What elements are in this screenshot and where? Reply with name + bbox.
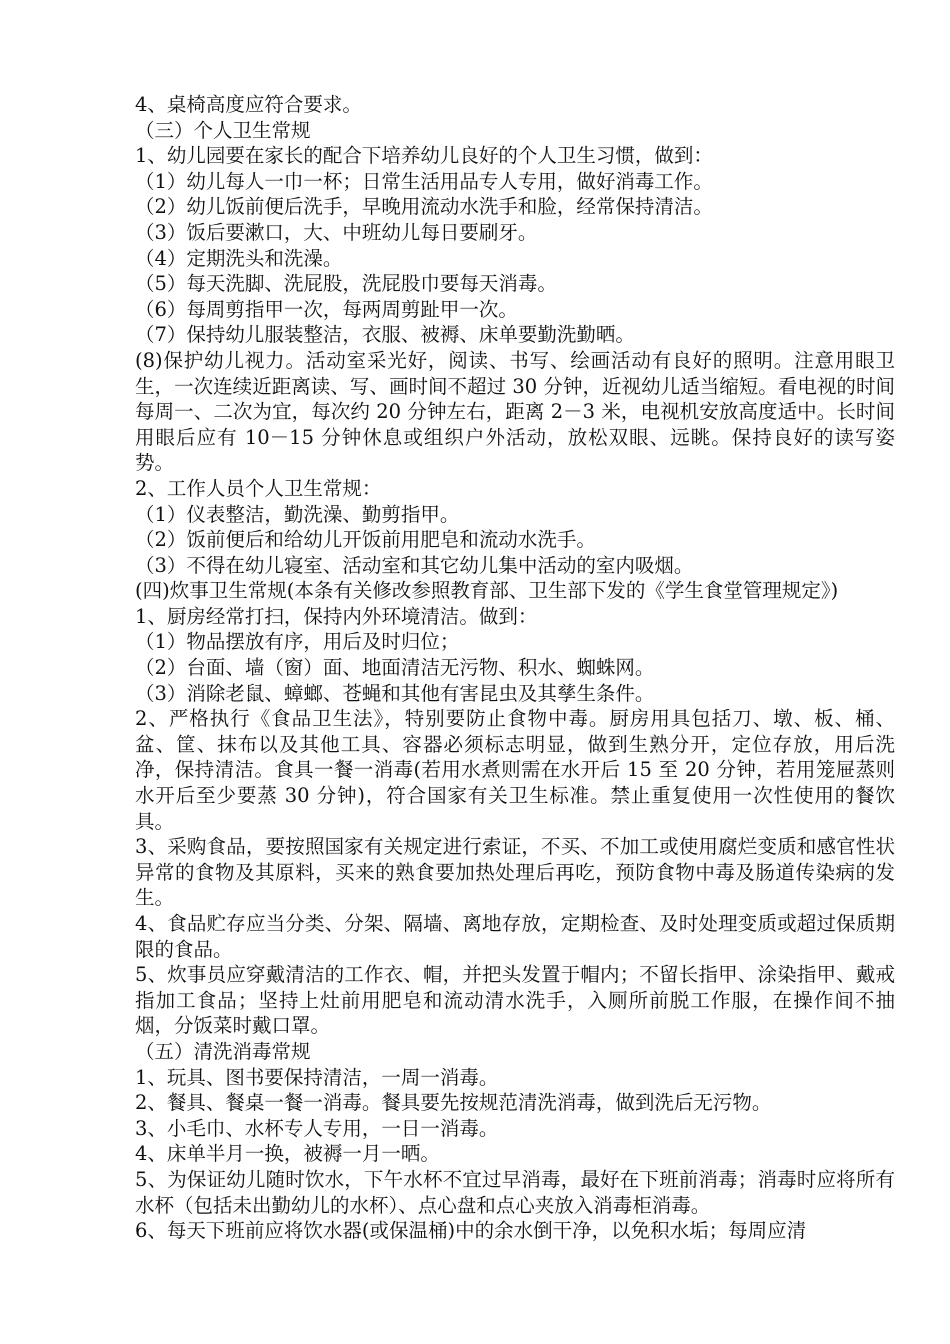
section-heading: （五）清洗消毒常规 <box>135 1039 311 1063</box>
paragraph: 4、床单半月一换，被褥一月一晒。 <box>135 1142 440 1166</box>
list-item: （5）每天洗脚、洗屁股，洗屁股巾要每天消毒。 <box>135 272 557 296</box>
paragraph: 6、每天下班前应将饮水器(或保温桶)中的余水倒干净，以免积水垢；每周应清 <box>135 1219 807 1243</box>
list-item: （1）幼儿每人一巾一杯；日常生活用品专人专用，做好消毒工作。 <box>135 169 713 193</box>
list-item: （6）每周剪指甲一次，每两周剪趾甲一次。 <box>135 297 518 321</box>
section-heading: （三）个人卫生常规 <box>135 118 311 142</box>
list-item: （2）幼儿饭前便后洗手，早晚用流动水洗手和脸，经常保持清洁。 <box>135 195 713 219</box>
list-item: （3）不得在幼儿寝室、活动室和其它幼儿集中活动的室内吸烟。 <box>135 553 694 577</box>
paragraph: 3、小毛巾、水杯专人专用，一日一消毒。 <box>135 1116 499 1140</box>
list-item: （2）饭前便后和给幼儿开饭前用肥皂和流动水洗手。 <box>135 528 596 552</box>
paragraph: 1、厨房经常打扫，保持内外环境清洁。做到： <box>135 604 538 628</box>
list-item: （2）台面、墙（窗）面、地面清洁无污物、积水、蜘蛛网。 <box>135 656 655 680</box>
list-item: （1）物品摆放有序，用后及时归位； <box>135 630 460 654</box>
list-item: （3）饭后要漱口，大、中班幼儿每日要刷牙。 <box>135 220 538 244</box>
list-item: （7）保持幼儿服装整洁，衣服、被褥、床单要勤洗勤晒。 <box>135 323 635 347</box>
section-heading: (四)炊事卫生常规(本条有关修改参照教育部、卫生部下发的《学生食堂管理规定》) <box>135 579 839 603</box>
paragraph: 1、玩具、图书要保持清洁，一周一消毒。 <box>135 1065 499 1089</box>
paragraph: 2、餐具、餐桌一餐一消毒。餐具要先按规范清洗消毒，做到洗后无污物。 <box>135 1091 772 1115</box>
paragraph: 2、工作人员个人卫生常规： <box>135 476 382 500</box>
paragraph: 4、桌椅高度应符合要求。 <box>135 93 362 116</box>
paragraph: 4、食品贮存应当分类、分架、隔墙、离地存放，定期检查、及时处理变质或超过保质期限的食品。 <box>135 912 895 961</box>
paragraph: 3、采购食品，要按照国家有关规定进行索证，不买、不加工或使用腐烂变质和感官性状异常的食物及其原料，买来的熟食要加热处理后再吃，预防食物中毒及肠道传染病的发生。 <box>135 835 895 910</box>
list-item: （4）定期洗头和洗澡。 <box>135 246 343 270</box>
list-item: （3）消除老鼠、蟑螂、苍蝇和其他有害昆虫及其孳生条件。 <box>135 681 655 705</box>
document-page <box>135 92 895 1244</box>
paragraph: 1、幼儿园要在家长的配合下培养幼儿良好的个人卫生习惯，做到： <box>135 144 713 168</box>
paragraph: 5、炊事员应穿戴清洁的工作衣、帽，并把头发置于帽内；不留长指甲、涂染指甲、戴戒指加工食品；坚持上灶前用肥皂和流动清水洗手，入厕所前脱工作服，在操作间不抽烟，分饭菜时戴口罩。 <box>135 963 895 1038</box>
paragraph: 5、为保证幼儿随时饮水，下午水杯不宜过早消毒，最好在下班前消毒；消毒时应将所有水杯（包括未出勤幼儿的水杯）、点心盘和点心夹放入消毒柜消毒。 <box>135 1167 895 1217</box>
list-item: (8)保护幼儿视力。活动室采光好，阅读、书写、绘画活动有良好的照明。注意用眼卫生，一次连续近距离读、写、画时间不超过 30 分钟，近视幼儿适当缩短。看电视的时间每周一、二次为宜，每次约 20 分钟左右，距离 2－3 米，电视机安放高度适中。长时间用眼后应有 10－15 分钟休息或组织户外活动，放松双眼、远眺。保持良好的读写姿势。 <box>135 348 895 475</box>
list-item: （1）仪表整洁，勤洗澡、勤剪指甲。 <box>135 502 460 526</box>
paragraph: 2、严格执行《食品卫生法》，特别要防止食物中毒。厨房用具包括刀、墩、板、桶、盆、筐、抹布以及其他工具、容器必须标志明显，做到生熟分开，定位存放，用后洗净，保持清洁。食具一餐一消毒(若用水煮则需在水开后 15 至 20 分钟，若用笼屉蒸则水开后至少要蒸 30 分钟)，符合国家有关卫生标准。禁止重复使用一次性使用的餐饮具。 <box>135 707 895 833</box>
